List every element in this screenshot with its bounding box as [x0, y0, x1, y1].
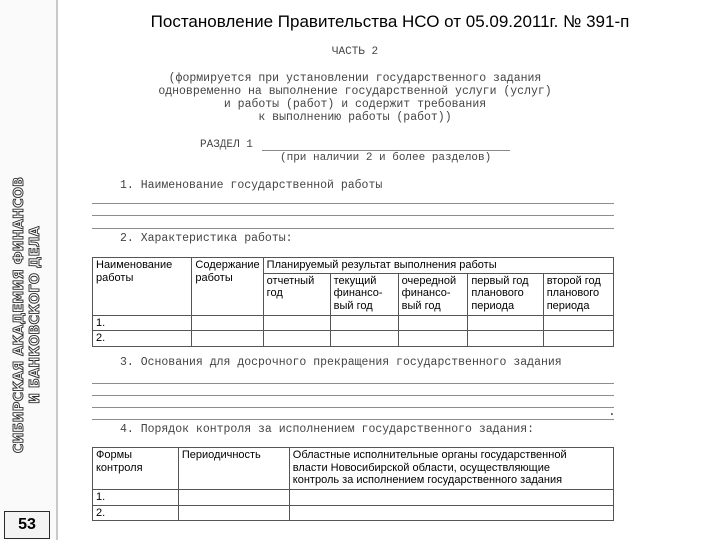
part-note-line: к выполнению работы (работ)) [258, 111, 452, 124]
row-number: 1. [93, 490, 179, 506]
blank-line [92, 228, 614, 229]
work-characteristics-table [92, 257, 614, 347]
section-blank-line [262, 150, 510, 151]
table-row [93, 505, 614, 521]
sidebar [0, 0, 58, 540]
row-number: 1. [93, 315, 192, 331]
blank-line [92, 407, 614, 408]
slide-number: 53 [4, 511, 50, 539]
control-procedure-table [92, 447, 614, 521]
header-current-year: текущий финансо- вый год [330, 273, 398, 315]
table-row [93, 331, 614, 347]
header-first-plan-year: первый год планового периода [468, 273, 543, 315]
header-reporting-year: отчетный год [263, 273, 330, 315]
part-note-line: и работы (работ) и содержит требования [223, 98, 487, 111]
section-hint: (при наличии 2 и более разделов) [280, 152, 492, 164]
header-control-bodies: Областные исполнительные органы государственной власти Новосибирской области, осуществляющие контроль за исполнением государственного задания [289, 448, 613, 490]
heading-work-name: 1. Наименование государственной работы [120, 179, 383, 192]
blank-line [92, 419, 614, 420]
section-label: РАЗДЕЛ 1 [200, 139, 253, 151]
header-next-year: очередной финансо- вый год [398, 273, 468, 315]
row-number: 2. [93, 505, 179, 521]
heading-work-characteristics: 2. Характеристика работы: [120, 232, 293, 245]
blank-line [92, 383, 614, 384]
part-note-line: одновременно на выполнение государственной услуги (услуг) [158, 85, 552, 98]
header-work-name: Наименование работы [93, 258, 192, 316]
heading-termination-grounds: 3. Основания для досрочного прекращения государственного задания [120, 356, 562, 369]
blank-line [92, 215, 614, 216]
row-number: 2. [93, 331, 192, 347]
blank-line [92, 395, 614, 396]
part-note-line: (формируется при установлении государственного задания [168, 72, 542, 85]
table-row [93, 490, 614, 506]
period-mark: . [608, 404, 616, 419]
blank-line [92, 203, 614, 204]
header-planned-result: Планируемый результат выполнения работы [263, 258, 613, 274]
academy-name-line1: СИБИРСКАЯ АКАДЕМИЯ ФИНАНСОВ [12, 176, 27, 454]
page-title: Постановление Правительства НСО от 05.09.2011г. № 391-п [150, 12, 630, 31]
header-periodicity: Периодичность [178, 448, 289, 490]
part-title: ЧАСТЬ 2 [331, 46, 379, 58]
heading-control-procedure: 4. Порядок контроля за исполнением государственного задания: [120, 423, 535, 436]
header-work-content: Содержание работы [192, 258, 263, 316]
header-control-forms: Формы контроля [93, 448, 179, 490]
table-row [93, 315, 614, 331]
part-note [150, 72, 560, 124]
header-second-plan-year: второй год планового периода [543, 273, 613, 315]
academy-name-vertical [12, 177, 44, 454]
academy-name-line2: И БАНКОВСКОГО ДЕЛА [28, 226, 43, 404]
